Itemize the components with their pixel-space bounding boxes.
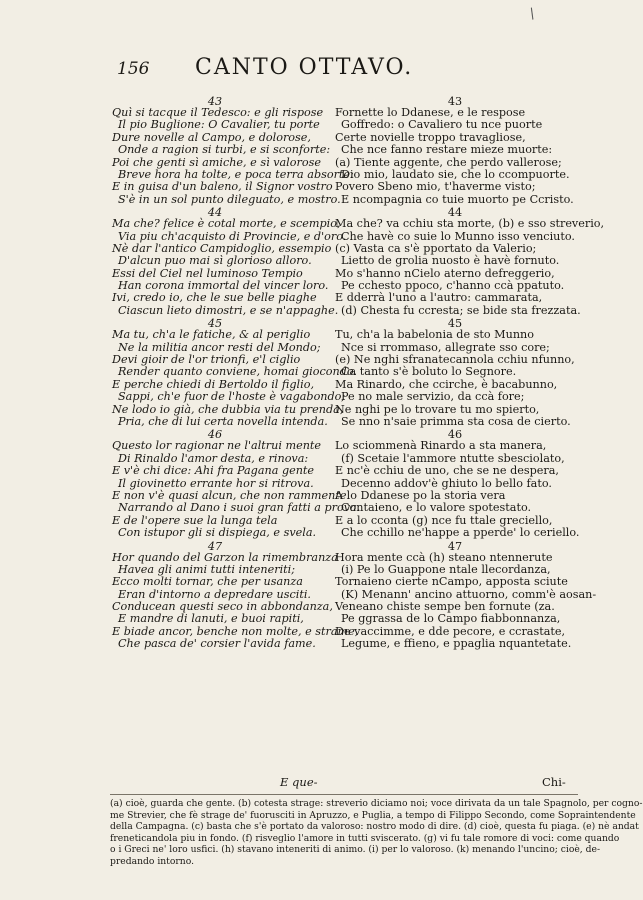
stanza [335, 539, 597, 651]
verse-line: Ca tanto s'è boluto lo Segnore. [341, 365, 517, 379]
verse-line: Il pio Buglione: O Cavalier, tu porte [118, 118, 320, 132]
verse-line: Eran d'intorno a depredare usciti. [118, 587, 311, 601]
stanza-number: 45 [447, 317, 463, 331]
verse-line: Quì si tacque il Tedesco: e gli rispose [112, 106, 324, 119]
verse-line: Pe cchesto ppoco, c'hanno ccà ppatuto. [341, 279, 565, 293]
verse-line: Ivi, credo io, che le sue belle piaghe [112, 291, 317, 305]
stanza-number: 46 [447, 428, 463, 442]
verse-line: Pe ggrassa de lo Campo fiabbonnanza, [341, 612, 561, 626]
verse-line: E nc'è cchiu de uno, che se ne despera, [335, 464, 559, 478]
footnote-line: me Strevier, che fè strage de' fuorusciti in Apruzzo, e Puglia, a tempo di Filippo Secondo, come Sopraintendente [110, 809, 636, 821]
verse-line: Goffredo: o Cavaliero tu nce puorte [341, 118, 543, 132]
verse-line: (f) Scetaie l'ammore ntutte sbesciolato, [341, 451, 565, 465]
verse-line: (c) Vasta ca s'è pportato da Valerio; [335, 241, 537, 255]
verse-line: Dio mio, laudato sie, che lo ccompuorte. [341, 167, 570, 181]
footnote-line: (a) cioè, guarda che gente. (b) cotesta strage: streverio diciamo noi; voce dirivata da un tale Spagnolo, per cogno- [110, 798, 643, 809]
catchword-left: E que- [280, 775, 318, 789]
stanza [335, 318, 575, 428]
verse-line: Ma Rinardo, che ccirche, è bacabunno, [335, 377, 558, 391]
verse-line: Nè dar l'antico Campidoglio, essempio [112, 241, 332, 255]
verse-line: Breve hora ha tolte, e poca terra absorte: [118, 167, 354, 181]
verse-line: Decenno addov'è ghiuto lo bello fato. [341, 476, 552, 490]
running-title: CANTO OTTAVO. [195, 55, 414, 80]
verse-line: Hor quando del Garzon la rimembranza [112, 550, 338, 564]
verse-line: Di Rinaldo l'amor desta, e rinova: [118, 451, 309, 465]
verse-line: S'è in un sol punto dileguato, e mostro. [118, 192, 341, 206]
stanza [112, 206, 347, 317]
pencil-mark-icon: / [526, 5, 538, 23]
verse-line: A lo Ddanese po la storia vera [335, 488, 506, 502]
verse-line: Veneano chiste sempe ben fornute (za. [335, 600, 555, 614]
verse-line: (K) Menann' ancino attuorno, comm'è aosan- [341, 587, 597, 601]
verse-line: E biade ancor, benche non molte, e strame, [112, 624, 359, 638]
verse-line: E de l'opere sue la lunga tela [112, 513, 278, 527]
page-header [0, 55, 597, 85]
verse-line: Ma che? felice è cotal morte, e scempio, [112, 217, 341, 231]
verse-line: E mandre di lanuti, e buoi rapiti, [118, 612, 304, 626]
stanza [112, 428, 361, 540]
verse-line: (i) Pe lo Guappone ntale llecordanza, [341, 562, 551, 576]
verse-line: D'alcun puo mai sì glorioso alloro. [118, 254, 312, 268]
verse-line: (e) Ne nghi sfranatecannola cchiu nfunno, [335, 353, 575, 367]
verse-line: Devi gioir de l'or trionfi, e'l ciglio [112, 353, 301, 367]
stanza-number: 43 [207, 95, 223, 108]
verse-line: Se nno n'saie primma sta cosa de cierto. [341, 414, 571, 428]
verse-line: Hora mente ccà (h) steano ntennerute [335, 550, 553, 564]
verse-line: E perche chiedi di Bertoldo il figlio, [112, 377, 314, 391]
footnote-divider [110, 794, 578, 795]
verse-line: Povero Sbeno mio, t'haverme visto; [335, 180, 536, 194]
stanza-number: 43 [447, 95, 463, 108]
verse-line: Certe novielle troppo travagliose, [335, 130, 526, 144]
verse-line: Che pasca de' corsier l'avida fame. [118, 637, 316, 651]
italian-text-column [112, 95, 361, 652]
verse-line: Han corona immortal del vincer loro. [118, 279, 329, 293]
verse-line: Ne nghi pe lo trovare tu mo spierto, [335, 402, 540, 416]
verse-line: Pria, che di lui certa novella intenda. [118, 414, 328, 428]
verse-line: E a lo cconta (g) nce fu ttale greciello, [335, 513, 553, 527]
verse-line: Dure novelle al Campo, e dolorose, [112, 130, 311, 144]
verse-line: Ecco molti tornar, che per usanza [112, 575, 303, 589]
stanza [335, 206, 605, 317]
neapolitan-text-column [335, 95, 605, 652]
catchword-right: Chi- [542, 775, 566, 789]
stanza-number: 46 [207, 428, 223, 442]
verse-line: Tu, ch'a la babelonia de sto Munno [335, 328, 534, 342]
verse-line: Che havè co suie lo Munno isso venciuto. [341, 229, 575, 243]
verse-line: Legume, e ffieno, e ppaglia nquantetate. [341, 637, 572, 651]
verse-line: Ne la militia ancor resti del Mondo; [118, 340, 321, 354]
verse-line: Sappi, ch'e fuor de l'hoste è vagabondo; [118, 390, 346, 404]
verse-line: Conducean questi seco in abbondanza, [112, 600, 333, 614]
stanza-number: 44 [447, 206, 463, 220]
verse-line: Essi del Ciel nel luminoso Tempio [112, 266, 303, 280]
verse-line: Pe no male servizio, da ccà fore; [341, 390, 525, 404]
verse-line: Lietto de grolia nuosto è havè fornuto. [341, 254, 560, 268]
verse-line: E v'è chi dice: Ahi fra Pagana gente [112, 464, 315, 478]
stanza-number: 47 [447, 539, 463, 553]
stanza [112, 539, 359, 651]
verse-line: Tornaieno cierte nCampo, apposta sciute [335, 575, 568, 589]
verse-line: E ncompagnia co tuie muorto pe Ccristo. [341, 192, 574, 206]
verse-line: Ciascun lieto dimostri, e se n'appaghe. [118, 303, 339, 317]
verse-line: Nce si rrommaso, allegrate sso core; [341, 340, 550, 354]
stanza-number: 45 [207, 317, 223, 331]
stanza [112, 317, 357, 428]
verse-line: Poi che genti sì amiche, e sì valorose [112, 155, 321, 169]
verse-line: Render quanto conviene, homai giocondo. [118, 365, 357, 379]
footnote-line: o i Greci ne' loro usfici. (h) stavano inteneriti di animo. (i) per lo valoroso. (k) menando l'uncino; cioè, de- [110, 844, 601, 856]
verse-line: Questo lor ragionar ne l'altrui mente [112, 439, 322, 453]
verse-line: Fornette lo Ddanese, e le respose [335, 106, 526, 119]
verse-line: E non v'è quasi alcun, che non rammente [112, 488, 347, 502]
verse-line: Via piu ch'acquisto di Provincie, e d'oro. [118, 229, 347, 243]
verse-line: E dderrà l'uno a l'autro: cammarata, [335, 291, 543, 305]
page-number: 156 [117, 59, 150, 79]
footnotes [110, 798, 643, 868]
verse-line: Che cchillo ne'happe a pperde' lo ceriello. [341, 526, 580, 540]
verse-line: Narrando al Dano i suoi gran fatti a prova. [118, 501, 361, 515]
verse-line: Il giovinetto errante hor si ritrova. [118, 476, 314, 490]
verse-line: Lo sciommenà Rinardo a sta manera, [335, 439, 547, 453]
footnote-line: freneticandola piu in fondo. (f) risveglio l'amore in tutti sviscerato. (g) vi fu tale romore di voci: come quando [110, 832, 620, 844]
verse-line: De vaccimme, e dde pecore, e ccrastate, [335, 624, 566, 638]
footnote-line: predando intorno. [110, 855, 194, 867]
verse-line: Onde a ragion si turbi, e si sconforte: [118, 143, 331, 157]
stanza [335, 96, 575, 206]
stanza-number: 44 [207, 206, 223, 220]
verse-line: Ma tu, ch'a le fatiche, & al periglio [112, 328, 311, 342]
verse-line: (a) Tiente aggente, che perdo vallerose; [335, 155, 562, 169]
verse-line: Con istupor gli si dispiega, e svela. [118, 526, 317, 540]
stanza-number: 47 [207, 539, 223, 553]
footnote-line: della Campagna. (c) basta che s'è portato da valoroso: nostro modo di dire. (d) cioè, questa fu piaga. (e) nè andat [110, 821, 639, 833]
stanza [112, 95, 354, 206]
verse-line: Ma che? va cchiu sta morte, (b) e sso streverio, [335, 217, 605, 231]
verse-line: E in guisa d'un baleno, il Signor vostro [112, 180, 333, 194]
stanza [335, 428, 580, 540]
verse-line: Mo s'hanno nCielo aterno defreggerio, [335, 266, 555, 280]
verse-line: Havea gli animi tutti inteneriti; [118, 562, 295, 576]
verse-line: Contaieno, e lo valore spotestato. [341, 501, 532, 515]
verse-line: (d) Chesta fu ccresta; se bide sta frezzata. [341, 303, 581, 317]
verse-line: Ne lodo io già, che dubbia via tu prenda, [112, 402, 344, 416]
verse-line: Che nce fanno restare mieze muorte: [341, 143, 553, 157]
